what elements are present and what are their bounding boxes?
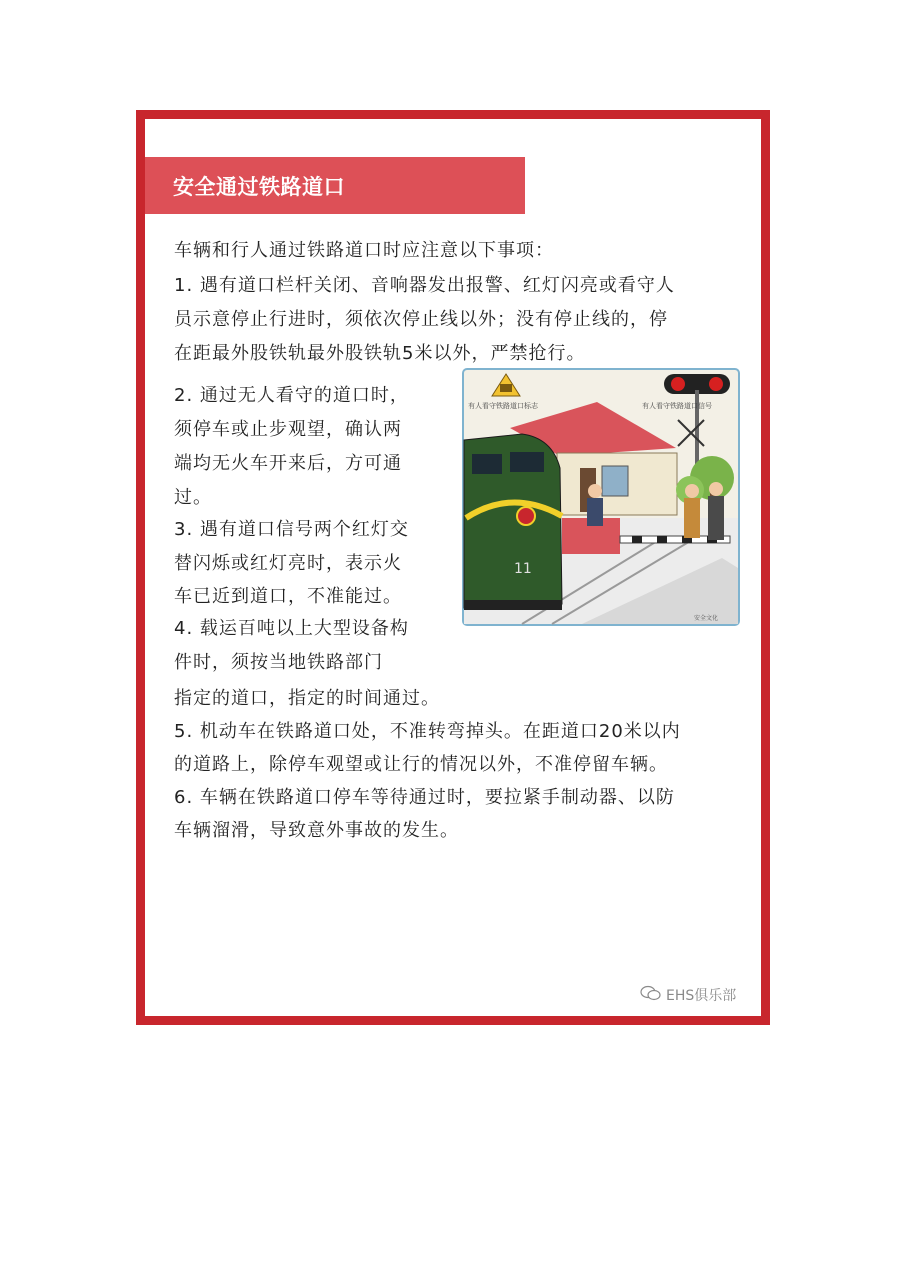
train-number: 11 <box>514 561 532 577</box>
item1-line1: 1. 遇有道口栏杆关闭、音响器发出报警、红灯闪亮或看守人 <box>174 275 675 296</box>
label-right: 有人看守铁路道口信号 <box>642 402 712 410</box>
item2-line4: 过。 <box>174 487 212 508</box>
item4-line1: 4. 载运百吨以上大型设备构 <box>174 618 409 639</box>
watermark-text: EHS俱乐部 <box>666 988 737 1004</box>
guard-person-icon <box>587 484 603 526</box>
watermark <box>640 985 736 1005</box>
item6-line1: 6. 车辆在铁路道口停车等待通过时，要拉紧手制动器、以防 <box>174 787 675 808</box>
train-icon <box>464 434 562 610</box>
label-left: 有人看守铁路道口标志 <box>468 402 538 410</box>
item4-line2: 件时，须按当地铁路部门 <box>174 652 383 673</box>
title-banner <box>145 157 525 214</box>
item2-line2: 须停车或止步观望，确认两 <box>174 419 402 440</box>
frame-inner-line <box>137 111 139 1024</box>
item2-line3: 端均无火车开来后，方可通 <box>174 453 402 474</box>
item1-line2: 员示意停止行进时，须依次停止线以外；没有停止线的，停 <box>174 309 668 330</box>
item4-line3: 指定的道口，指定的时间通过。 <box>174 688 440 709</box>
page-title: 安全通过铁路道口 <box>173 175 345 199</box>
item3-line3: 车已近到道口，不准能过。 <box>174 586 402 607</box>
railway-crossing-illustration <box>462 368 740 626</box>
item1-line3: 在距最外股铁轨最外股铁轨5米以外，严禁抢行。 <box>174 343 586 364</box>
item5-line2: 的道路上，除停车观望或让行的情况以外，不准停留车辆。 <box>174 754 668 775</box>
item2-line1: 2. 通过无人看守的道口时， <box>174 385 409 406</box>
corner-mark: 安全文化 <box>694 615 719 622</box>
item3-line2: 替闪烁或红灯亮时，表示火 <box>174 553 402 574</box>
item5-line1: 5. 机动车在铁路道口处，不准转弯掉头。在距道口20米以内 <box>174 721 681 742</box>
wechat-icon <box>640 985 662 1005</box>
item3-line1: 3. 遇有道口信号两个红灯交 <box>174 519 409 540</box>
item6-line2: 车辆溜滑，导致意外事故的发生。 <box>174 820 459 841</box>
intro-text: 车辆和行人通过铁路道口时应注意以下事项： <box>174 240 554 261</box>
